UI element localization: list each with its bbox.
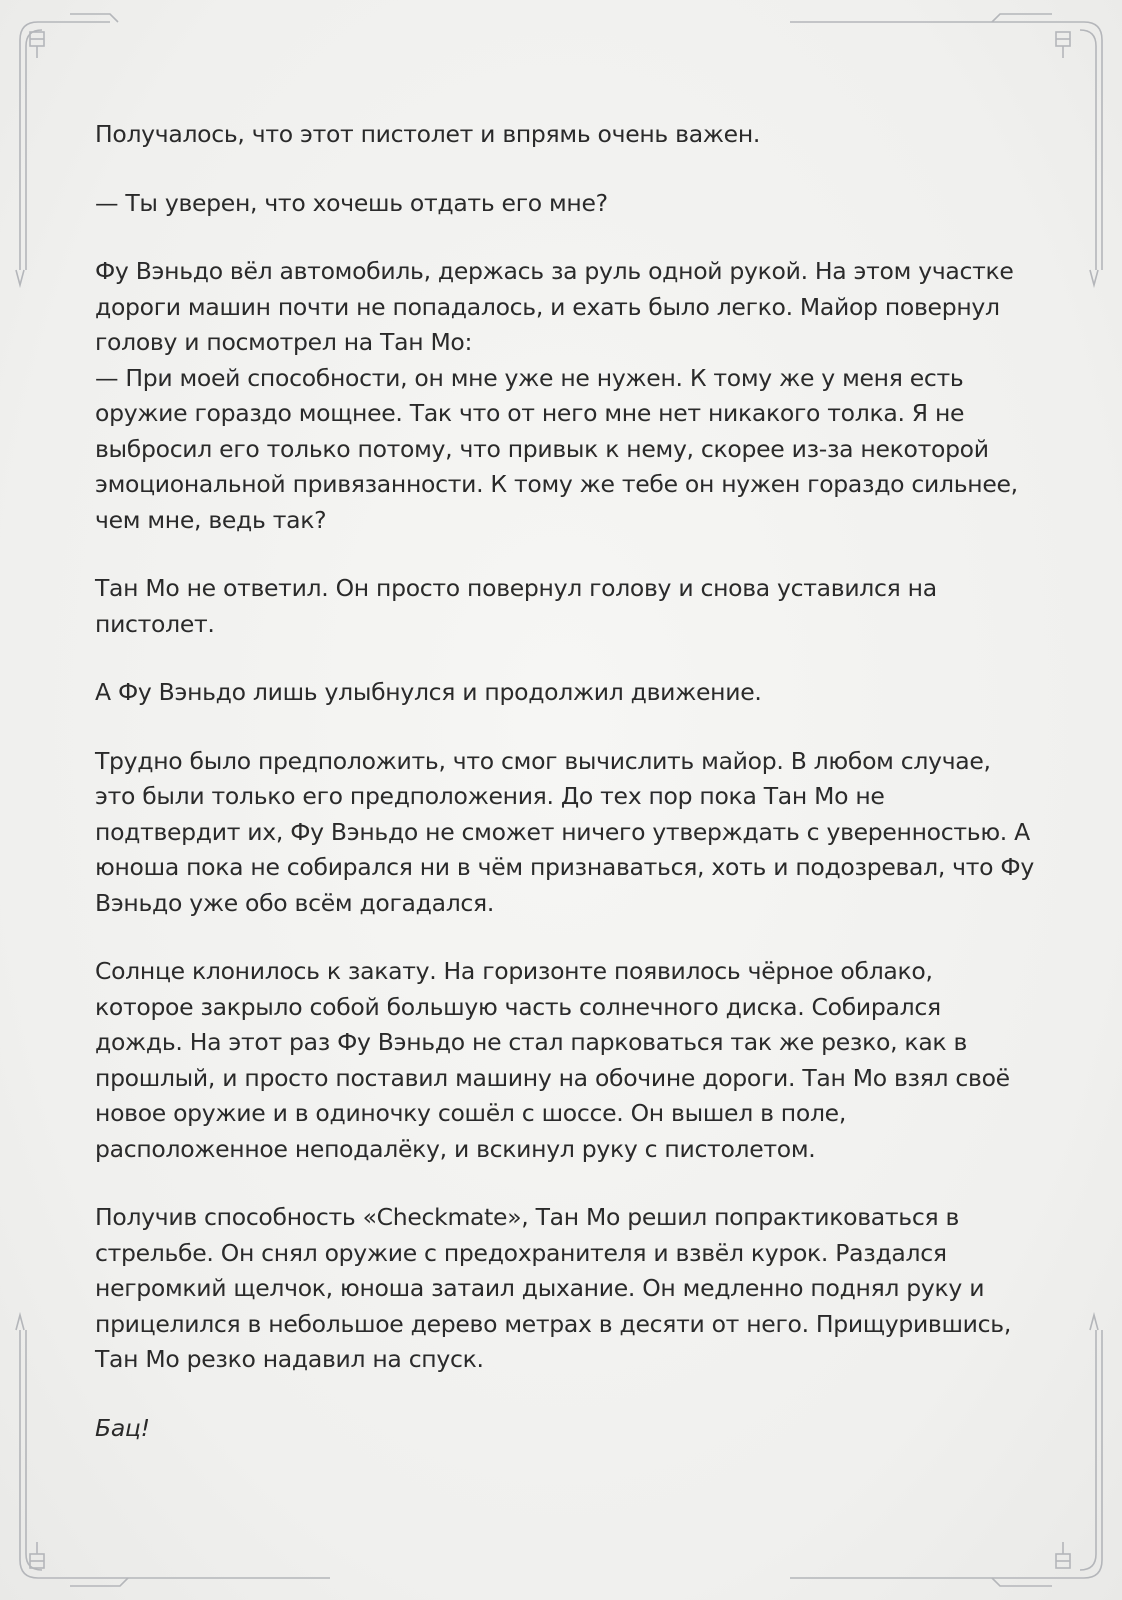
paragraph: Солнце клонилось к закату. На горизонте появилось чёрное облако, которое закрыло собой большую часть солнечного диска. Собирался дождь. На этот раз Фу Вэньдо не стал парковаться так же резко, как в прошлый, и просто поставил машину на обочине дороги. Тан Мо взял своё новое оружие и в одиночку сошёл с шоссе. Он вышел в поле, расположенное неподалёку, и вскинул руку с пистолетом.	[95, 957, 1010, 1163]
paragraph: А Фу Вэньдо лишь улыбнулся и продолжил движение.	[95, 678, 762, 706]
paragraph: — Ты уверен, что хочешь отдать его мне?	[95, 188, 608, 217]
paragraph: Получалось, что этот пистолет и впрямь очень важен.	[95, 120, 761, 148]
paragraph: Тан Мо не ответил. Он просто повернул голову и снова уставился на пистолет.	[95, 574, 937, 638]
paragraph: Трудно было предположить, что смог вычислить майор. В любом случае, это были только его предположения. До тех пор пока Тан Мо не подтвердит их, Фу Вэньдо не сможет ничего утверждать с уверенностью. А юноша пока не собирался ни в чём признаваться, хоть и подозревал, что Фу Вэньдо уже обо всём догадался.	[95, 746, 1034, 917]
paragraph: — При моей способности, он мне уже не нужен. К тому же у меня есть оружие гораздо мощнее. Так что от него мне нет никакого толка. Я не выбросил его только потому, что привык к нему, скорее из-за некоторой эмоциональной привязанности. К тому же тебе он нужен гораздо сильнее, чем мне, ведь так?	[95, 363, 1018, 534]
paragraph-exclamation: Бац!	[95, 1413, 150, 1442]
text-body	[95, 117, 1035, 1479]
paragraph: Получив способность «Checkmate», Тан Мо решил попрактиковаться в стрельбе. Он снял оружие с предохранителя и взвёл курок. Раздался негромкий щелчок, юноша затаил дыхание. Он медленно поднял руку и прицелился в небольшое дерево метрах в десяти от него. Прищурившись, Тан Мо резко надавил на спуск.	[95, 1203, 1011, 1373]
paragraph: Фу Вэньдо вёл автомобиль, держась за руль одной рукой. На этом участке дороги машин почти не попадалось, и ехать было легко. Майор повернул голову и посмотрел на Тан Мо:	[95, 257, 1014, 356]
